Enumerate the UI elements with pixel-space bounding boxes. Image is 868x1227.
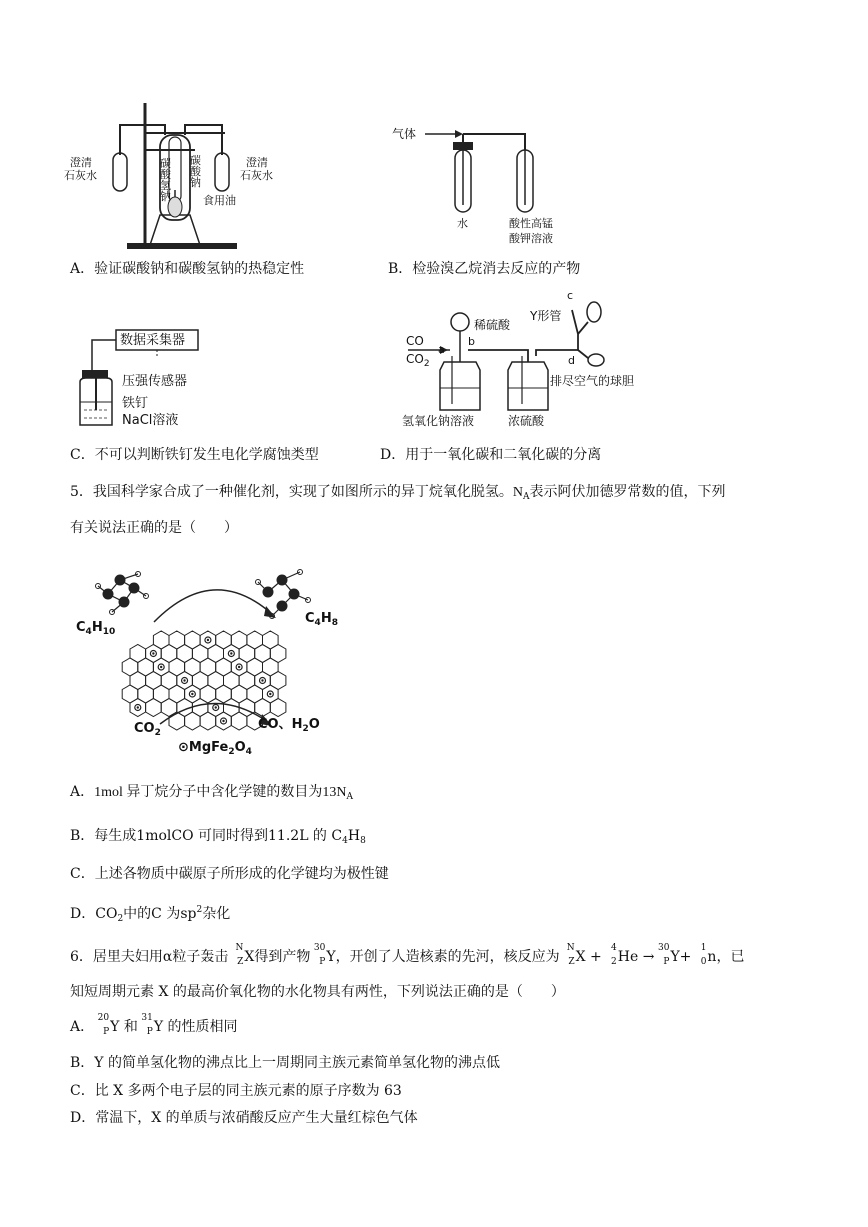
fig-d-d-label: d xyxy=(568,354,575,367)
fig-a-right-label-2: 石灰水 xyxy=(240,169,273,182)
q5-fig-mgfe2o4-sub1: 2 xyxy=(228,747,235,757)
q6-opt-a-y2-bot: P xyxy=(146,1027,153,1037)
hexagon-cell xyxy=(270,699,286,717)
q5-stem-line-1 xyxy=(70,482,726,507)
q5-option-d-2: CO xyxy=(95,906,118,922)
q6-eq-n: n，已 xyxy=(707,949,745,965)
q5-option-d-4: 杂化 xyxy=(202,906,231,922)
fig-a-left-label-1: 澄清 xyxy=(70,156,92,169)
q6-option-a-2: Y 和 xyxy=(110,1019,138,1035)
fig-d-b-label: b xyxy=(468,335,475,348)
q5-fig-c4h8-h: H xyxy=(320,611,332,626)
q5-option-a xyxy=(70,782,353,807)
q5-stem-1a: 5．我国科学家合成了一种催化剂，实现了如图所示的异丁烷氧化脱氢。 xyxy=(70,484,513,500)
fig-b-kmno4-label-2: 酸钾溶液 xyxy=(509,232,553,245)
q6-eq-nuc-x xyxy=(560,943,576,967)
fig-c-sensor-label: 压强传感器 xyxy=(122,374,188,389)
top-reaction-arrow xyxy=(154,590,272,622)
fig-c-collector-label: 数据采集器 xyxy=(120,333,186,348)
q5-fig-mgfe2o4-sub2: 4 xyxy=(245,747,252,757)
q5-na: N xyxy=(512,485,524,500)
fig-a-mid-char-3: 氢 xyxy=(160,179,171,192)
q5-fig-co-h2o-text: CO、H xyxy=(258,717,303,732)
q5-fig-c4h8-sub1: 4 xyxy=(314,618,321,628)
q6-eq-he-bot: 2 xyxy=(611,957,617,967)
mgfe2o4-site-dot xyxy=(191,693,193,695)
hexagon-cell xyxy=(169,712,185,730)
q6-stem-y: Y xyxy=(326,949,336,965)
fig-b-water-label: 水 xyxy=(457,217,468,230)
q5-fig-c4h10-sub1: 4 xyxy=(85,627,92,637)
q5-fig-mgfe2o4-dot: ⊙ xyxy=(178,740,189,755)
q5-fig-mgfe2o4-label xyxy=(178,741,252,759)
q6-nuc-y xyxy=(310,943,326,967)
q6-eq-x-bot: Z xyxy=(568,957,575,967)
q6-opt-a-nuc-2 xyxy=(138,1013,154,1037)
q6-nuc-x xyxy=(228,943,244,967)
q6-opt-a-nuc-1 xyxy=(94,1013,110,1037)
q4-option-a: A．验证碳酸钠和碳酸氢钠的热稳定性 xyxy=(70,261,305,277)
q6-eq-x-top: N xyxy=(566,943,575,953)
q6-stem-1a: 6．居里夫妇用α粒子轰击 xyxy=(70,949,229,965)
q6-eq-y: Y+ xyxy=(670,949,692,965)
q6-eq-nuc-n xyxy=(691,943,707,967)
q6-eq-x: X + xyxy=(575,949,602,965)
mgfe2o4-site-dot xyxy=(160,666,162,668)
mgfe2o4-site-dot xyxy=(207,639,209,641)
mgfe2o4-site-dot xyxy=(261,679,263,681)
fig-c-nacl-label: NaCl溶液 xyxy=(122,413,179,428)
fig-d-c-label: c xyxy=(567,289,574,302)
q6-eq-y-bot: P xyxy=(663,957,670,967)
q5-fig-c4h10-c: C xyxy=(76,620,86,635)
q5-fig-c4h8-sub2: 8 xyxy=(331,618,338,628)
figure-d-apparatus xyxy=(400,289,620,422)
q5-stem-1b: 表示阿伏加德罗常数的值，下列 xyxy=(529,484,726,500)
q6-nuc-x-top: N xyxy=(235,943,244,953)
fig-b-kmno4-label-1: 酸性高锰 xyxy=(509,217,553,230)
q5-fig-co2-label xyxy=(134,722,161,740)
q6-eq-he-top: 4 xyxy=(611,943,617,953)
fig-d-co2-label xyxy=(406,352,430,371)
q5-option-a-sub: A xyxy=(346,792,354,802)
mgfe2o4-site-dot xyxy=(137,706,139,708)
fig-a-mid-char-2: 酸 xyxy=(160,168,171,181)
fig-a-left-label-2: 石灰水 xyxy=(64,169,97,182)
q6-opt-a-y1-top: 20 xyxy=(97,1013,110,1023)
q5-option-d xyxy=(70,900,230,929)
fig-a-mid2-char-1: 碳 xyxy=(190,154,201,167)
fig-a-oil-label: 食用油 xyxy=(203,194,236,207)
fig-d-balloon-label: 排尽空气的球胆 xyxy=(550,374,635,388)
fig-d-co-label: CO xyxy=(406,334,424,348)
hexagon-cell xyxy=(231,712,247,730)
q6-nuc-y-top: 30 xyxy=(313,943,326,953)
q5-fig-c4h10-h: H xyxy=(91,620,103,635)
q5-fig-mgfe2o4-end: O xyxy=(234,740,246,755)
q5-option-b-sub1: 4 xyxy=(342,836,348,846)
fig-a-mid2-label xyxy=(190,155,201,188)
q6-stem-1b: 得到产物 xyxy=(254,949,311,965)
fig-d-h2so4-label: 浓硫酸 xyxy=(508,414,545,428)
q5-fig-c4h10-sub2: 10 xyxy=(102,627,116,637)
q6-opt-a-y1-bot: P xyxy=(103,1027,110,1037)
fig-d-co2-text: CO xyxy=(406,352,424,366)
q5-fig-co-h2o-end: O xyxy=(308,717,320,732)
q5-fig-co2-sub: 2 xyxy=(154,728,161,738)
fig-a-mid2-char-3: 钠 xyxy=(190,176,201,189)
fig-d-naoh-label: 氢氧化钠溶液 xyxy=(402,414,475,428)
q5-option-b-sub2: 8 xyxy=(360,836,366,846)
mgfe2o4-site-dot xyxy=(183,679,185,681)
mgfe2o4-site-dot xyxy=(230,652,232,654)
top-arrow-head xyxy=(264,606,276,618)
fig-c-nail-label: 铁钉 xyxy=(122,396,149,411)
fig-d-co2-sub: 2 xyxy=(423,359,430,369)
q5-fig-co-h2o-label xyxy=(258,718,320,736)
q6-eq-n-bot: 0 xyxy=(700,957,707,967)
q6-nuc-y-bot: P xyxy=(319,957,326,967)
q5-fig-c4h10-label xyxy=(76,621,115,639)
q6-eq-n-top: 1 xyxy=(700,943,707,953)
q5-option-c: C．上述各物质中碳原子所形成的化学键均为极性键 xyxy=(70,866,389,882)
hexagon-cell xyxy=(185,712,201,730)
q5-fig-mgfe2o4-text: MgFe xyxy=(188,740,229,755)
q6-stem-line-2: 知短周期元素 X 的最高价氧化物的水化物具有两性，下列说法正确的是（ ） xyxy=(70,984,565,1000)
q5-stem-line-2: 有关说法正确的是（ ） xyxy=(70,520,238,536)
q6-option-a-1: A． xyxy=(70,1019,95,1035)
q5-fig-c4h8-label xyxy=(305,612,338,630)
mgfe2o4-site-dot xyxy=(269,693,271,695)
q5-option-b xyxy=(70,826,366,851)
fig-d-acid-label: 稀硫酸 xyxy=(474,318,511,332)
q6-eq-nuc-y xyxy=(654,943,670,967)
q5-fig-co2-text: CO xyxy=(134,721,155,736)
fig-a-mid-char-4: 钠 xyxy=(160,190,171,203)
hexagon-cell xyxy=(146,699,162,717)
fig-b-gas-label: 气体 xyxy=(392,127,417,141)
q6-option-a-3: Y 的性质相同 xyxy=(153,1019,238,1035)
q5-fig-co-h2o-sub: 2 xyxy=(302,724,309,734)
fig-d-ytube-label: Y形管 xyxy=(530,309,562,323)
q4-option-d: D．用于一氧化碳和二氧化碳的分离 xyxy=(380,447,602,463)
q5-option-d-sub: 2 xyxy=(117,914,124,924)
fig-a-mid-label xyxy=(160,158,171,202)
q5-option-d-1: D． xyxy=(70,906,96,922)
q6-option-b: B．Y 的简单氢化物的沸点比上一周期同主族元素简单氢化物的沸点低 xyxy=(70,1055,500,1071)
q6-opt-a-y2-top: 31 xyxy=(141,1013,153,1023)
q6-stem-1c: ，开创了人造核素的先河，核反应为 xyxy=(335,949,560,965)
mgfe2o4-site-dot xyxy=(222,720,224,722)
q6-option-a xyxy=(70,1013,238,1037)
fig-a-mid-char-1: 碳 xyxy=(160,157,171,170)
q5-option-b-1: B．每生成1molCO 可同时得到11.2L 的 C xyxy=(70,828,343,844)
fig-d-a-label: a xyxy=(438,343,445,356)
mgfe2o4-site-dot xyxy=(215,706,217,708)
q5-option-d-sup: 2 xyxy=(196,905,203,915)
q5-na-sub: A xyxy=(523,492,530,502)
figure-b-apparatus xyxy=(425,120,575,220)
q6-stem-line-1 xyxy=(70,943,745,967)
fig-a-right-label-1: 澄清 xyxy=(246,156,268,169)
q4-option-b: B．检验溴乙烷消去反应的产物 xyxy=(388,261,581,277)
q6-option-d: D．常温下，X 的单质与浓硝酸反应产生大量红棕色气体 xyxy=(70,1110,418,1126)
mgfe2o4-site-dot xyxy=(152,652,154,654)
q6-nuc-x-bot: Z xyxy=(237,957,244,967)
q5-option-a-1: A． xyxy=(70,784,95,800)
q6-eq-y-top: 30 xyxy=(657,943,670,953)
q6-eq-he: He → xyxy=(617,949,655,965)
q5-option-a-2: 1mol 异丁烷分子中含化学键的数目为13N xyxy=(94,785,347,800)
q6-eq-nuc-he xyxy=(602,943,618,967)
fig-a-mid2-char-2: 酸 xyxy=(190,165,201,178)
q5-option-b-h: H xyxy=(347,828,361,844)
mgfe2o4-site-dot xyxy=(238,666,240,668)
q5-option-d-3: 中的C 为sp xyxy=(123,906,197,922)
q5-fig-c4h8-c: C xyxy=(305,611,315,626)
hexagon-cell xyxy=(200,712,216,730)
q4-option-c: C．不可以判断铁钉发生电化学腐蚀类型 xyxy=(70,447,319,463)
q6-stem-x: X xyxy=(244,949,255,965)
q6-option-c: C．比 X 多两个电子层的同主族元素的原子序数为 63 xyxy=(70,1083,402,1099)
